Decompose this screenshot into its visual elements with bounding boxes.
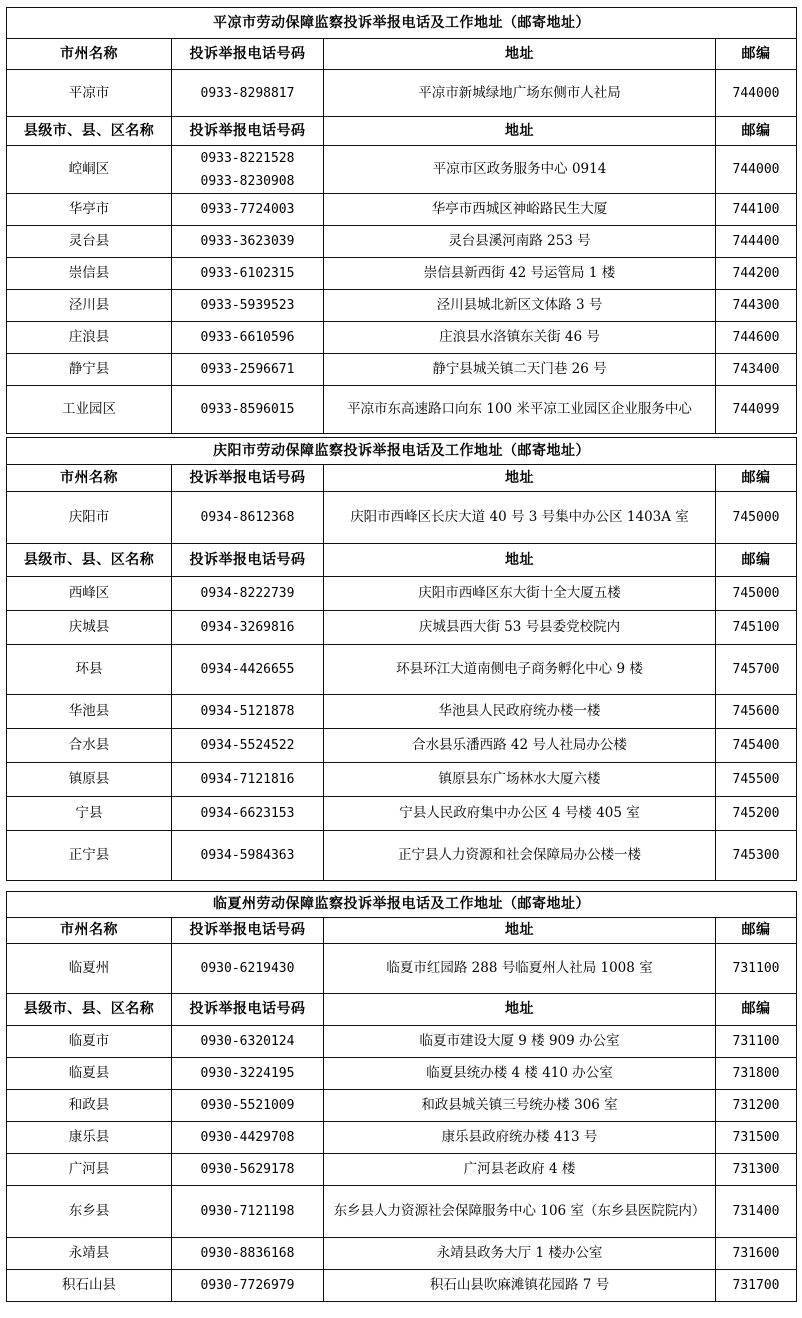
county-postcode: 744400 [716,226,797,258]
header-address: 地址 [324,39,716,70]
county-phone: 0934-4426655 [172,645,324,695]
county-address: 庄浪县水洛镇东关街 46 号 [324,322,716,354]
county-name: 灵台县 [7,226,172,258]
county-name: 东乡县 [7,1186,172,1238]
county-phone: 0934-5121878 [172,695,324,729]
county-address: 灵台县溪河南路 253 号 [324,226,716,258]
header-phone: 投诉举报电话号码 [172,117,324,146]
county-address: 积石山县吹麻滩镇花园路 7 号 [324,1270,716,1302]
county-postcode: 731700 [716,1270,797,1302]
header-county: 县级市、县、区名称 [7,994,172,1026]
county-phone: 0934-5524522 [172,729,324,763]
table-row [7,797,797,831]
table-row [7,322,797,354]
county-phone: 0934-8222739 [172,577,324,611]
county-name: 泾川县 [7,290,172,322]
city-phone: 0930-6219430 [172,944,324,994]
county-phone: 0933-6102315 [172,258,324,290]
table-row [7,1122,797,1154]
county-name: 临夏市 [7,1026,172,1058]
county-address: 泾川县城北新区文体路 3 号 [324,290,716,322]
county-phone: 0933-3623039 [172,226,324,258]
county-name: 康乐县 [7,1122,172,1154]
county-name: 华池县 [7,695,172,729]
county-name: 宁县 [7,797,172,831]
header-address: 地址 [324,465,716,492]
county-address: 平凉市东高速路口向东 100 米平凉工业园区企业服务中心 [324,386,716,434]
county-address: 和政县城关镇三号统办楼 306 室 [324,1090,716,1122]
county-phone: 0930-4429708 [172,1122,324,1154]
header-address: 地址 [324,117,716,146]
county-postcode: 744100 [716,194,797,226]
section-linxia [6,891,796,1302]
county-postcode: 731400 [716,1186,797,1238]
county-phone: 0933-2596671 [172,354,324,386]
county-address: 华池县人民政府统办楼一楼 [324,695,716,729]
county-name: 庄浪县 [7,322,172,354]
table-row [7,226,797,258]
header-city: 市州名称 [7,465,172,492]
county-address: 合水县乐潘西路 42 号人社局办公楼 [324,729,716,763]
county-postcode: 731500 [716,1122,797,1154]
city-row [7,492,797,544]
county-postcode: 744000 [716,146,797,194]
county-name: 广河县 [7,1154,172,1186]
city-name: 平凉市 [7,70,172,117]
county-phone: 0934-5984363 [172,831,324,881]
county-phone: 0930-5521009 [172,1090,324,1122]
section-qingyang [6,437,796,881]
phone-line: 0933-8230908 [200,173,295,189]
header-county: 县级市、县、区名称 [7,117,172,146]
table-qingyang [6,437,797,881]
county-name: 合水县 [7,729,172,763]
table-row [7,258,797,290]
county-postcode: 745200 [716,797,797,831]
county-phone: 0933-5939523 [172,290,324,322]
county-postcode: 745400 [716,729,797,763]
county-postcode: 731300 [716,1154,797,1186]
county-postcode: 744200 [716,258,797,290]
county-postcode: 745300 [716,831,797,881]
county-phone: 0933-6610596 [172,322,324,354]
header-postcode: 邮编 [716,39,797,70]
county-address: 崇信县新西街 42 号运管局 1 楼 [324,258,716,290]
header-phone: 投诉举报电话号码 [172,918,324,944]
header-address: 地址 [324,544,716,577]
table-row [7,354,797,386]
county-address: 华亭市西城区神峪路民生大厦 [324,194,716,226]
table-row [7,831,797,881]
county-postcode: 745700 [716,645,797,695]
table-row [7,1058,797,1090]
header-postcode: 邮编 [716,994,797,1026]
county-phone: 0934-6623153 [172,797,324,831]
county-phone: 0930-7726979 [172,1270,324,1302]
table-row [7,194,797,226]
table-row [7,577,797,611]
table-row [7,1270,797,1302]
county-postcode: 744600 [716,322,797,354]
header-postcode: 邮编 [716,918,797,944]
section-title: 临夏州劳动保障监察投诉举报电话及工作地址（邮寄地址） [7,892,797,918]
header-phone: 投诉举报电话号码 [172,994,324,1026]
table-row [7,290,797,322]
county-address: 正宁县人力资源和社会保障局办公楼一楼 [324,831,716,881]
table-row [7,729,797,763]
city-address: 临夏市红园路 288 号临夏州人社局 1008 室 [324,944,716,994]
county-address: 平凉市区政务服务中心 0914 [324,146,716,194]
table-row [7,1090,797,1122]
table-row [7,763,797,797]
county-name: 环县 [7,645,172,695]
table-row [7,695,797,729]
county-postcode: 745500 [716,763,797,797]
city-phone: 0933-8298817 [172,70,324,117]
table-row [7,1154,797,1186]
county-address: 静宁县城关镇二天门巷 26 号 [324,354,716,386]
header-phone: 投诉举报电话号码 [172,39,324,70]
county-postcode: 745000 [716,577,797,611]
county-postcode: 743400 [716,354,797,386]
header-county: 县级市、县、区名称 [7,544,172,577]
county-phone: 0930-8836168 [172,1238,324,1270]
county-address: 环县环江大道南侧电子商务孵化中心 9 楼 [324,645,716,695]
county-postcode: 745600 [716,695,797,729]
county-name: 正宁县 [7,831,172,881]
city-row [7,944,797,994]
county-address: 临夏县统办楼 4 楼 410 办公室 [324,1058,716,1090]
county-postcode: 744099 [716,386,797,434]
table-row [7,645,797,695]
county-postcode: 731800 [716,1058,797,1090]
header-postcode: 邮编 [716,544,797,577]
table-row [7,611,797,645]
city-postcode: 731100 [716,944,797,994]
city-postcode: 744000 [716,70,797,117]
county-name: 崇信县 [7,258,172,290]
county-name: 和政县 [7,1090,172,1122]
phone-line: 0933-8221528 [200,150,295,166]
county-address: 庆阳市西峰区东大街十全大厦五楼 [324,577,716,611]
county-phone: 0930-6320124 [172,1026,324,1058]
county-phone: 0930-5629178 [172,1154,324,1186]
table-row [7,1186,797,1238]
county-name: 永靖县 [7,1238,172,1270]
section-title: 平凉市劳动保障监察投诉举报电话及工作地址（邮寄地址） [7,8,797,39]
county-name: 庆城县 [7,611,172,645]
city-postcode: 745000 [716,492,797,544]
county-postcode: 731200 [716,1090,797,1122]
county-name: 积石山县 [7,1270,172,1302]
city-phone: 0934-8612368 [172,492,324,544]
county-phone: 0934-7121816 [172,763,324,797]
header-city: 市州名称 [7,918,172,944]
table-row [7,146,797,194]
county-postcode: 745100 [716,611,797,645]
county-address: 宁县人民政府集中办公区 4 号楼 405 室 [324,797,716,831]
county-name: 镇原县 [7,763,172,797]
city-name: 临夏州 [7,944,172,994]
table-row [7,1026,797,1058]
table-pingliang [6,7,797,434]
county-phone: 0930-3224195 [172,1058,324,1090]
city-row [7,70,797,117]
county-name: 西峰区 [7,577,172,611]
header-postcode: 邮编 [716,117,797,146]
county-phone: 0930-7121198 [172,1186,324,1238]
header-address: 地址 [324,994,716,1026]
county-name: 华亭市 [7,194,172,226]
city-address: 平凉市新城绿地广场东侧市人社局 [324,70,716,117]
county-address: 广河县老政府 4 楼 [324,1154,716,1186]
county-name: 静宁县 [7,354,172,386]
county-postcode: 731100 [716,1026,797,1058]
county-postcode: 731600 [716,1238,797,1270]
county-postcode: 744300 [716,290,797,322]
county-address: 镇原县东广场林水大厦六楼 [324,763,716,797]
table-row [7,386,797,434]
county-address: 庆城县西大街 53 号县委党校院内 [324,611,716,645]
county-name: 工业园区 [7,386,172,434]
county-name: 临夏县 [7,1058,172,1090]
header-phone: 投诉举报电话号码 [172,465,324,492]
header-phone: 投诉举报电话号码 [172,544,324,577]
county-phone: 0933-7724003 [172,194,324,226]
table-linxia [6,891,797,1302]
county-address: 康乐县政府统办楼 413 号 [324,1122,716,1154]
city-name: 庆阳市 [7,492,172,544]
county-phone [172,146,324,194]
county-phone: 0934-3269816 [172,611,324,645]
county-address: 东乡县人力资源社会保障服务中心 106 室（东乡县医院院内） [324,1186,716,1238]
header-address: 地址 [324,918,716,944]
header-city: 市州名称 [7,39,172,70]
section-title: 庆阳市劳动保障监察投诉举报电话及工作地址（邮寄地址） [7,438,797,465]
county-address: 永靖县政务大厅 1 楼办公室 [324,1238,716,1270]
table-row [7,1238,797,1270]
county-name: 崆峒区 [7,146,172,194]
county-address: 临夏市建设大厦 9 楼 909 办公室 [324,1026,716,1058]
city-address: 庆阳市西峰区长庆大道 40 号 3 号集中办公区 1403A 室 [324,492,716,544]
county-phone: 0933-8596015 [172,386,324,434]
section-pingliang [6,7,796,434]
header-postcode: 邮编 [716,465,797,492]
